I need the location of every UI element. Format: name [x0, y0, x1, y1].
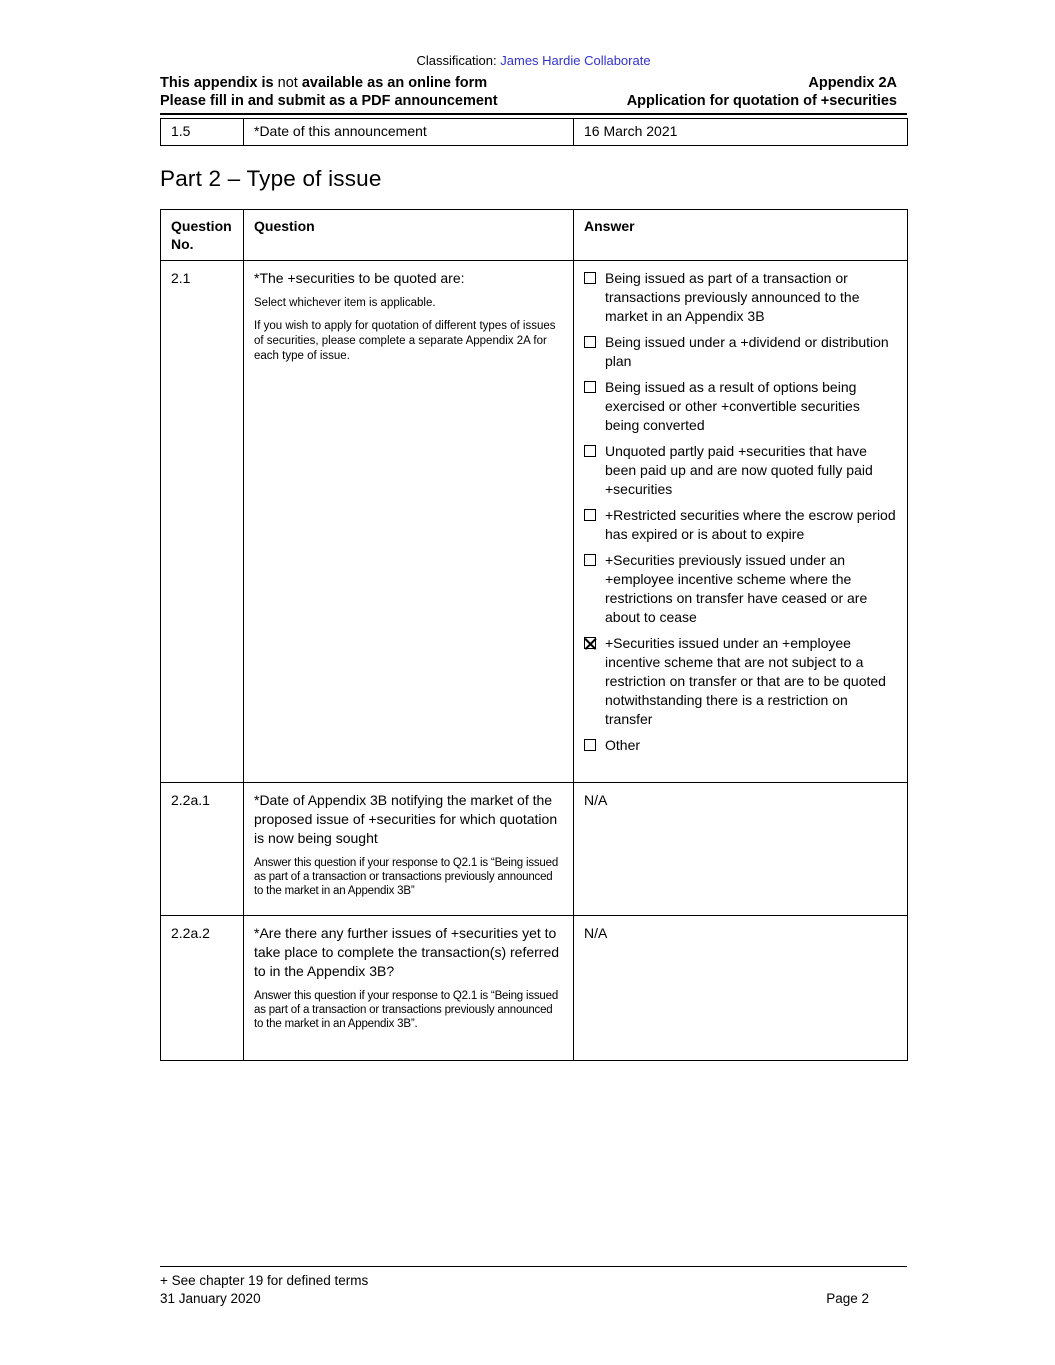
checkbox-option [584, 442, 897, 499]
table-header-row [161, 210, 908, 261]
question-text: *Are there any further issues of +securities yet to take place to complete the transaction(s) referred to in the Appendix 3B? [254, 925, 560, 979]
answer-cell: N/A [574, 783, 908, 916]
question-note: If you wish to apply for quotation of different types of issues of securities, please complete a separate Appendix 2A for each type of issue. [254, 320, 556, 362]
options-list [584, 269, 897, 755]
header-left-line1-post: available as an online form [297, 75, 488, 91]
footer-defined-terms: + See chapter 19 for defined terms [160, 1273, 369, 1288]
checkbox-option [584, 736, 897, 755]
part2-table [160, 209, 908, 1061]
footer-row [160, 1290, 907, 1308]
header-left-line1-not: not [277, 75, 298, 91]
header-left-line2: Please fill in and submit as a PDF announcement [160, 93, 498, 109]
question-cell [244, 916, 574, 1061]
checkbox-unchecked-icon[interactable] [584, 554, 596, 566]
page-title: Part 2 – Type of issue [160, 166, 382, 191]
column-header-answer: Answer [574, 210, 908, 261]
question-cell [244, 261, 574, 783]
checkbox-option [584, 551, 897, 627]
page-header [160, 74, 907, 110]
footer-date: 31 January 2020 [160, 1291, 261, 1306]
question-note: Select whichever item is applicable. [254, 297, 436, 309]
checkbox-option [584, 634, 897, 729]
question-note: Answer this question if your response to Q2.1 is “Being issued as part of a transaction or transactions previously announced to the market in an Appendix 3B” [254, 857, 559, 897]
checkbox-option [584, 378, 897, 435]
answer-cell [574, 261, 908, 783]
table-row [161, 119, 908, 146]
appendix-subtitle: Application for quotation of +securities [626, 93, 897, 109]
classification-line [160, 0, 907, 68]
header-left-line1 [160, 74, 498, 92]
checkbox-unchecked-icon[interactable] [584, 739, 596, 751]
intro-row-question: *Date of this announcement [244, 119, 574, 146]
table-row [161, 783, 908, 916]
question-number: 2.2a.2 [161, 916, 244, 1061]
classification-label: Classification: [416, 53, 497, 68]
checkbox-unchecked-icon[interactable] [584, 509, 596, 521]
question-note: Answer this question if your response to Q2.1 is “Being issued as part of a transaction or transactions previously announced to the market in an Appendix 3B”. [254, 990, 559, 1030]
checkbox-unchecked-icon[interactable] [584, 336, 596, 348]
intro-row-answer: 16 March 2021 [574, 119, 908, 146]
checkbox-option-label: Unquoted partly paid +securities that have been paid up and are now quoted fully paid +securities [605, 443, 873, 497]
checkbox-unchecked-icon[interactable] [584, 445, 596, 457]
checkbox-option-label: Being issued as a result of options being exercised or other +convertible securities being converted [605, 379, 860, 433]
column-header-question: Question [244, 210, 574, 261]
table-row [161, 916, 908, 1061]
question-text: *Date of Appendix 3B notifying the market of the proposed issue of +securities for which quotation is now being sought [254, 792, 558, 846]
appendix-title: Appendix 2A [808, 75, 897, 91]
checkbox-unchecked-icon[interactable] [584, 381, 596, 393]
checkbox-option [584, 269, 897, 326]
question-cell [244, 783, 574, 916]
header-left [160, 74, 498, 110]
checkbox-option [584, 506, 897, 544]
question-number: 2.2a.1 [161, 783, 244, 916]
page-number: Page 2 [826, 1291, 869, 1306]
checkbox-option-label: +Securities issued under an +employee incentive scheme that are not subject to a restriction on transfer or that are to be quoted notwithstanding there is a restriction on transfer [605, 635, 886, 727]
checkbox-option-label: Being issued under a +dividend or distribution plan [605, 334, 889, 369]
page-footer [160, 1266, 907, 1308]
header-rule [160, 113, 907, 115]
question-number: 2.1 [161, 261, 244, 783]
table-row [161, 261, 908, 783]
checkbox-unchecked-icon[interactable] [584, 272, 596, 284]
intro-row-number: 1.5 [161, 119, 244, 146]
checkbox-option-label: +Securities previously issued under an +employee incentive scheme where the restrictions on transfer have ceased or are about to cease [605, 552, 868, 625]
checkbox-option-label: Being issued as part of a transaction or transactions previously announced to the market in an Appendix 3B [605, 270, 860, 324]
column-header-question-no: Question No. [161, 210, 244, 261]
question-text: *The +securities to be quoted are: [254, 270, 465, 286]
header-right [627, 74, 907, 110]
checkbox-option [584, 333, 897, 371]
intro-table [160, 118, 908, 146]
checkbox-option-label: +Restricted securities where the escrow period has expired or is about to expire [605, 507, 896, 542]
header-left-line1-pre: This appendix is [160, 75, 278, 91]
classification-value: James Hardie Collaborate [500, 53, 651, 68]
checkbox-checked-icon[interactable] [584, 637, 596, 649]
page-content [160, 0, 907, 1061]
checkbox-option-label: Other [605, 737, 641, 753]
answer-cell: N/A [574, 916, 908, 1061]
